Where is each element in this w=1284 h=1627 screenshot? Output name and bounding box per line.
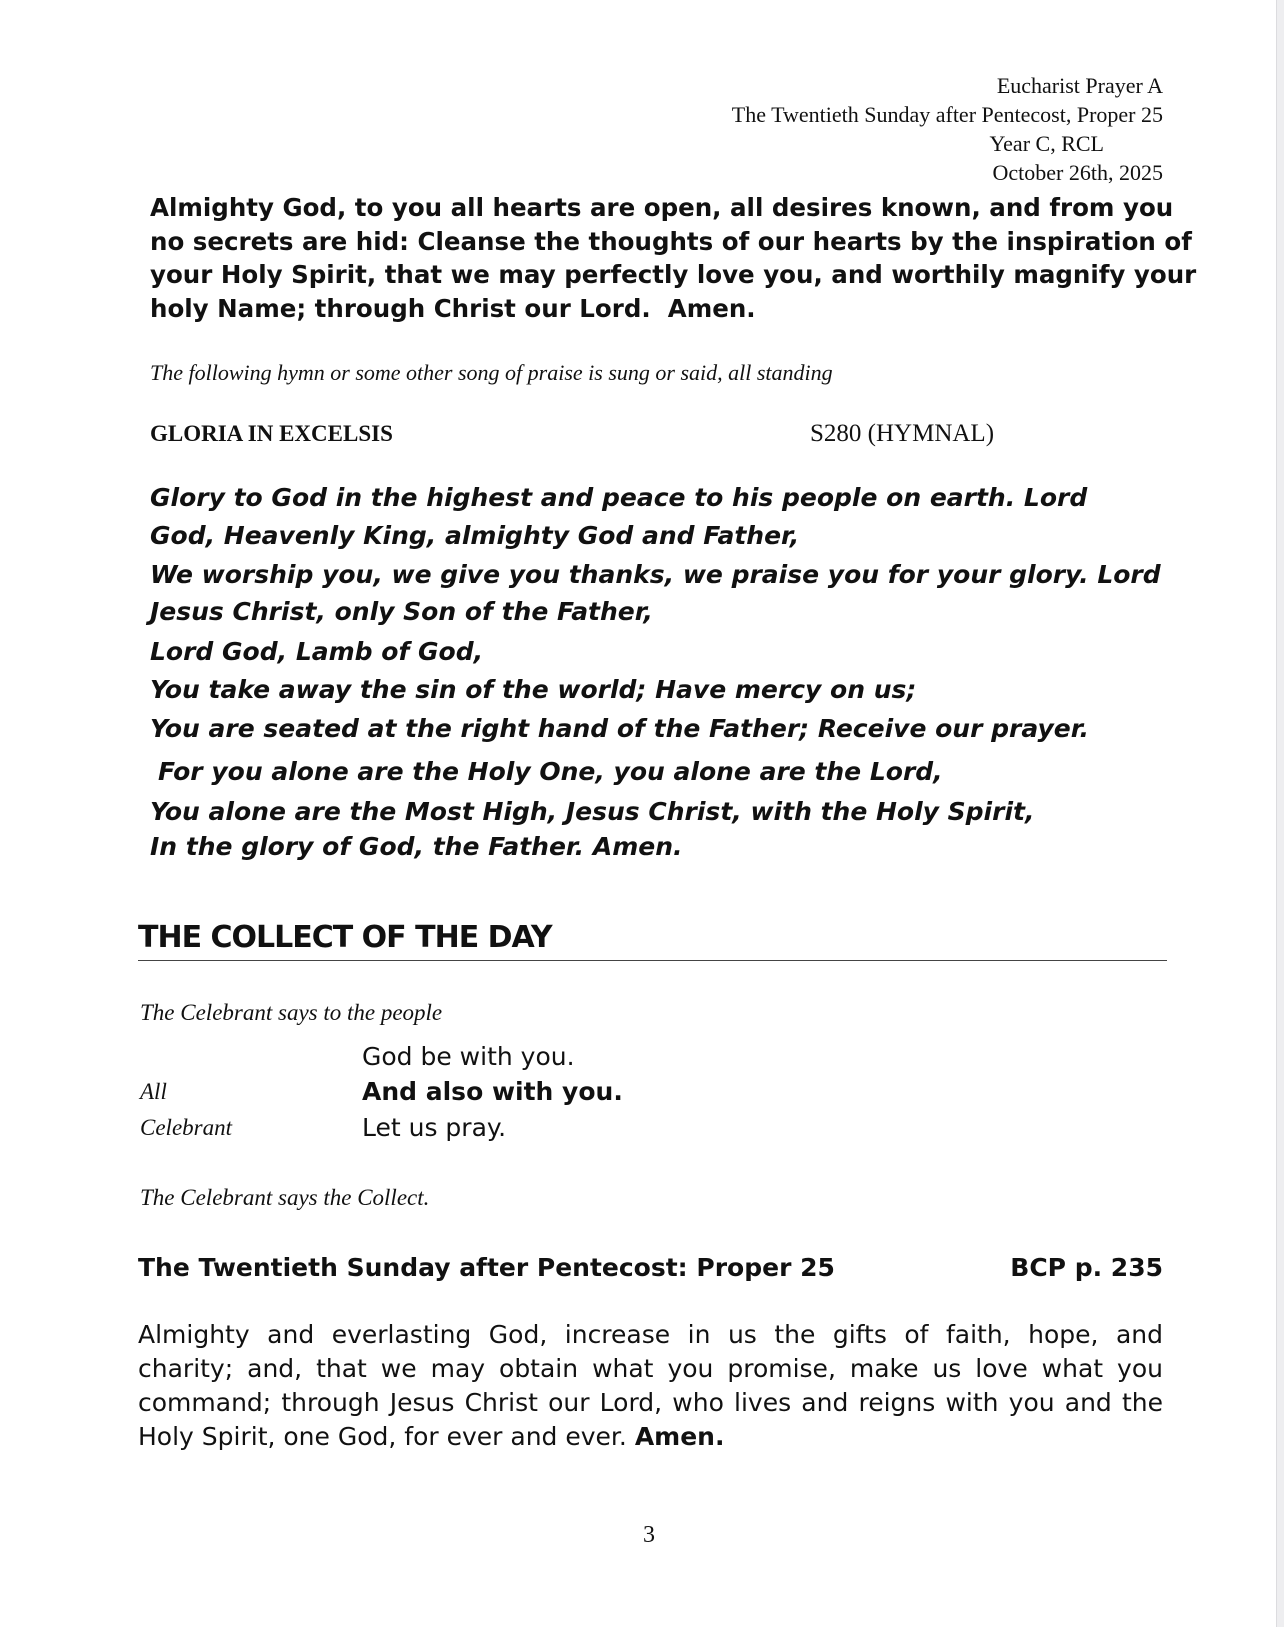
header-line: Year C, RCL xyxy=(989,131,1104,156)
collect-line xyxy=(138,1422,1163,1451)
header-line: October 26th, 2025 xyxy=(992,160,1163,185)
collect-line: charity; and, that we may obtain what you promise, make us love what you xyxy=(138,1354,1163,1383)
gloria-title: GLORIA IN EXCELSIS xyxy=(150,421,393,446)
collect-text: Holy Spirit, one God, for ever and ever. xyxy=(138,1422,627,1451)
collect-title: The Twentieth Sunday after Pentecost: Proper 25 xyxy=(138,1253,835,1282)
hymn-rubric: The following hymn or some other song of praise is sung or said, all standing xyxy=(150,360,833,385)
rubric: The Celebrant says the Collect. xyxy=(140,1185,430,1210)
section-heading: THE COLLECT OF THE DAY xyxy=(138,920,552,955)
rubric: The Celebrant says to the people xyxy=(140,1000,443,1025)
gloria-line: God, Heavenly King, almighty God and Father, xyxy=(150,521,800,550)
heading-rule xyxy=(138,960,1167,961)
gloria-line: Lord God, Lamb of God, xyxy=(150,637,484,666)
page-number: 3 xyxy=(643,1522,655,1548)
gloria-line: Jesus Christ, only Son of the Father, xyxy=(150,597,653,626)
prayer-line: Almighty God, to you all hearts are open, all desires known, and from you xyxy=(150,193,1174,222)
dialogue-speaker: All xyxy=(140,1079,167,1104)
gloria-line: You are seated at the right hand of the Father; Receive our prayer. xyxy=(150,714,1089,743)
gloria-line: You take away the sin of the world; Have mercy on us; xyxy=(150,675,917,704)
dialogue-text: Let us pray. xyxy=(362,1113,507,1142)
dialogue-speaker: Celebrant xyxy=(140,1115,232,1140)
prayer-line: your Holy Spirit, that we may perfectly love you, and worthily magnify your xyxy=(150,260,1197,289)
header-line: The Twentieth Sunday after Pentecost, Proper 25 xyxy=(731,102,1163,127)
collect-line: command; through Jesus Christ our Lord, who lives and reigns with you and the xyxy=(138,1388,1163,1417)
page-edge xyxy=(1276,0,1284,1627)
gloria-line: For you alone are the Holy One, you alone are the Lord, xyxy=(158,757,943,786)
collect-line: Almighty and everlasting God, increase in us the gifts of faith, hope, and xyxy=(138,1320,1163,1349)
gloria-line: In the glory of God, the Father. Amen. xyxy=(150,832,683,861)
prayer-line: holy Name; through Christ our Lord. Amen. xyxy=(150,294,756,323)
dialogue-text: And also with you. xyxy=(362,1077,623,1106)
dialogue-text: God be with you. xyxy=(362,1042,575,1071)
gloria-ref: S280 (HYMNAL) xyxy=(810,420,995,447)
gloria-line: We worship you, we give you thanks, we praise you for your glory. Lord xyxy=(150,560,1161,589)
prayer-line: no secrets are hid: Cleanse the thoughts of our hearts by the inspiration of xyxy=(150,227,1192,256)
header-line: Eucharist Prayer A xyxy=(996,73,1163,98)
collect-amen: Amen. xyxy=(634,1422,725,1451)
collect-ref: BCP p. 235 xyxy=(1010,1253,1163,1282)
gloria-line: You alone are the Most High, Jesus Christ, with the Holy Spirit, xyxy=(150,797,1035,826)
gloria-line: Glory to God in the highest and peace to his people on earth. Lord xyxy=(150,483,1088,512)
